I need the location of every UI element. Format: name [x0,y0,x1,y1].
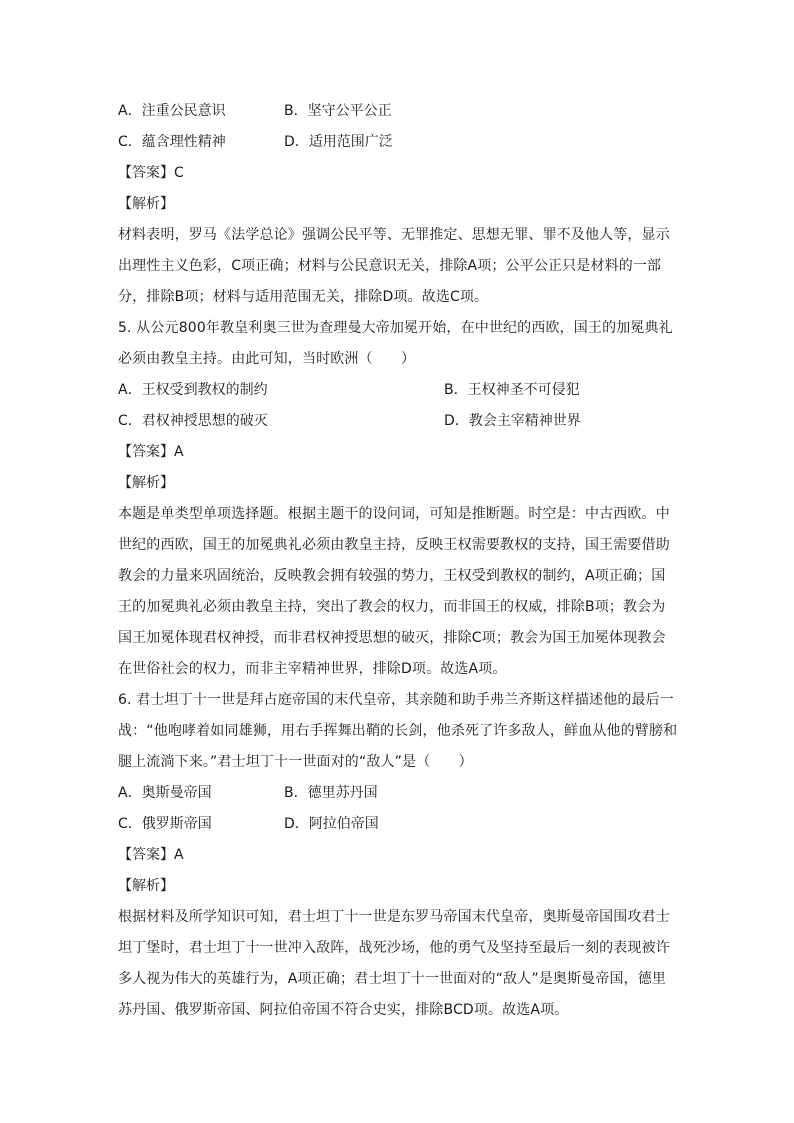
q5-options-row-2 [118,406,678,437]
q4-options-row-1 [118,96,678,127]
q4-analysis-line: 出理性主义色彩，C项正确；材料与公民意识无关，排除A项；公平公正只是材料的一部 [118,258,662,274]
q4-option-c: C．蕴含理性精神 [118,134,226,150]
q6-stem [118,685,678,778]
q4-analysis-line: 分，排除B项；材料与适用范围无关，排除D项。故选C项。 [118,289,489,305]
q4-answer: 【答案】C [118,165,184,181]
q6-analysis-line: 多人视为伟大的英雄行为，A项正确；君士坦丁十一世面对的“敌人”是奥斯曼帝国，德里 [118,971,667,987]
q5-options-row-1 [118,375,678,406]
q5-answer: 【答案】A [118,444,184,460]
q6-options-row-1 [118,778,678,809]
q4-option-a: A．注重公民意识 [118,103,226,119]
q6-stem-line: 腿上流淌下来。”君士坦丁十一世面对的“敌人”是（ ） [118,754,473,770]
q6-analysis [118,902,678,1026]
q6-option-b: B．德里苏丹国 [284,785,378,801]
q4-analysis-label: 【解析】 [118,196,174,212]
q4-analysis-line: 材料表明，罗马《法学总论》强调公民平等、无罪推定、思想无罪、罪不及他人等，显示 [118,227,670,243]
q6-stem-line: 6. 君士坦丁十一世是拜占庭帝国的末代皇帝，其亲随和助手弗兰齐斯这样描述他的最后一 [118,692,674,708]
q5-stem [118,313,678,375]
q5-analysis [118,499,678,685]
q5-analysis-line: 国王加冕体现君权神授，而非君权神授思想的破灭，排除C项；教会为国王加冕体现教会 [118,630,666,646]
q6-stem-line: 战：“他咆哮着如同雄狮，用右手挥舞出鞘的长剑，他杀死了许多敌人，鲜血从他的臂膀和 [118,723,678,739]
q5-analysis-line: 在世俗社会的权力，而非主宰精神世界，排除D项。故选A项。 [118,661,507,677]
q6-analysis-line: 坦丁堡时，君士坦丁十一世冲入敌阵，战死沙场，他的勇气及坚持至最后一刻的表现被许 [118,940,670,956]
q6-options-row-2 [118,809,678,840]
q5-option-a: A．王权受到教权的制约 [118,382,268,398]
q5-stem-line: 5. 从公元800年教皇利奥三世为查理曼大帝加冕开始，在中世纪的西欧，国王的加冕典礼 [118,320,673,336]
q4-options-row-2 [118,127,678,158]
q6-answer: 【答案】A [118,847,184,863]
q4-option-b: B．坚守公平公正 [284,103,392,119]
q6-option-c: C．俄罗斯帝国 [118,816,212,832]
q6-analysis-line: 根据材料及所学知识可知，君士坦丁十一世是东罗马帝国末代皇帝，奥斯曼帝国围攻君士 [118,909,670,925]
q5-analysis-label: 【解析】 [118,475,174,491]
q5-option-d: D．教会主宰精神世界 [444,413,581,429]
q5-option-c: C．君权神授思想的破灭 [118,413,268,429]
q5-analysis-line: 教会的力量来巩固统治，反映教会拥有较强的势力，王权受到教权的制约，A项正确；国 [118,568,666,584]
q6-analysis-label: 【解析】 [118,878,174,894]
q6-option-a: A．奥斯曼帝国 [118,785,212,801]
q4-analysis [118,220,678,313]
q5-stem-line: 必须由教皇主持。由此可知，当时欧洲（ ） [118,351,416,367]
q6-option-d: D．阿拉伯帝国 [284,816,379,832]
q6-analysis-line: 苏丹国、俄罗斯帝国、阿拉伯帝国不符合史实，排除BCD项。故选A项。 [118,1002,569,1018]
q5-analysis-line: 本题是单类型单项选择题。根据主题干的设问词，可知是推断题。时空是：中古西欧。中 [118,506,670,522]
q5-analysis-line: 王的加冕典礼必须由教皇主持，突出了教会的权力，而非国王的权威，排除B项；教会为 [118,599,666,615]
document-page [118,96,678,1026]
q5-analysis-line: 世纪的西欧，国王的加冕典礼必须由教皇主持，反映王权需要教权的支持，国王需要借助 [118,537,670,553]
q4-option-d: D．适用范围广泛 [284,134,393,150]
q5-option-b: B．王权神圣不可侵犯 [444,382,580,398]
